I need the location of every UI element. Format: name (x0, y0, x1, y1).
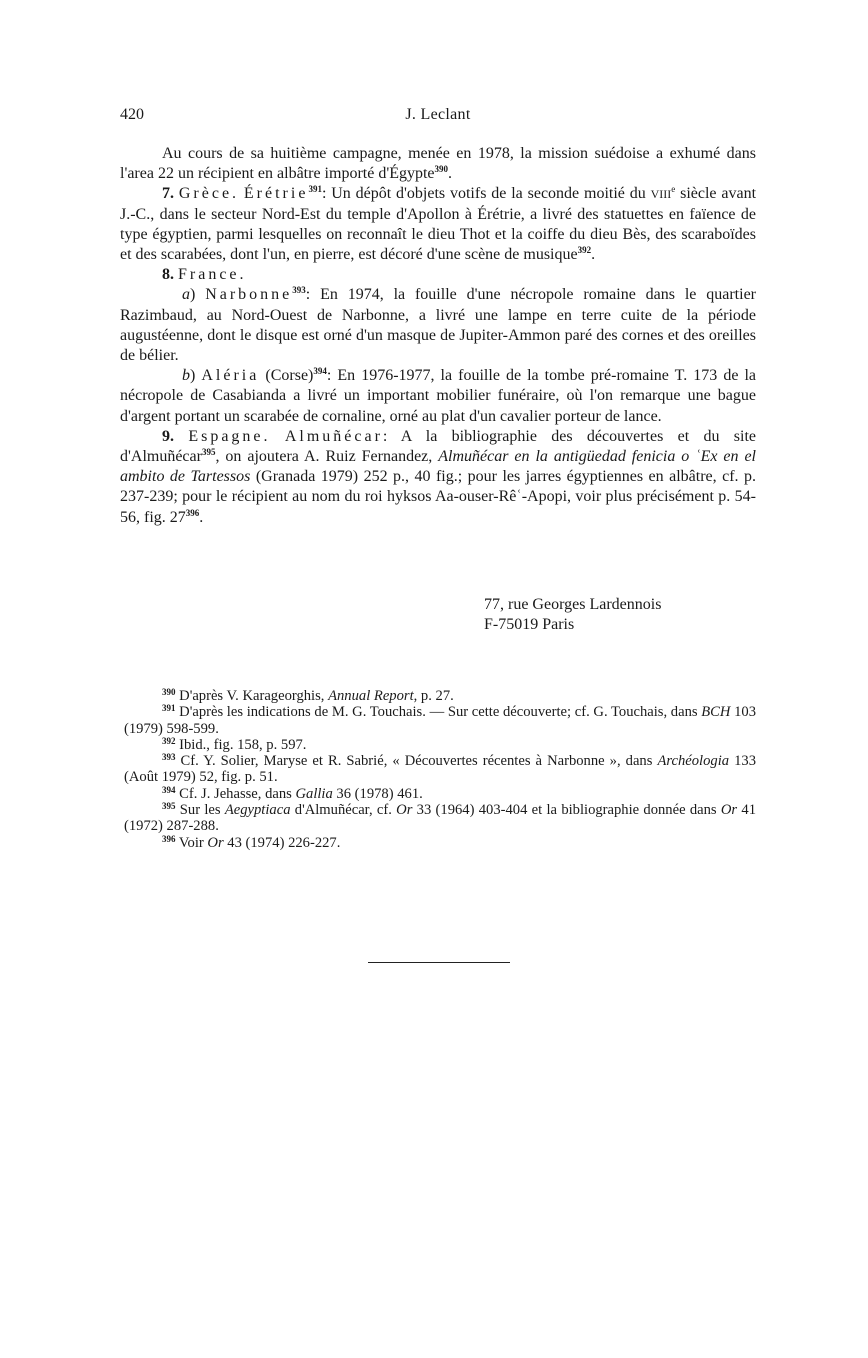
author-address (484, 595, 661, 635)
footnote-ref: 395 (201, 447, 216, 458)
footnote-ref: 394 (313, 366, 327, 377)
roman-century: VIII (650, 187, 672, 202)
site-name: Narbonne (205, 286, 293, 304)
footnotes (124, 688, 756, 851)
footnote-395: $^{395}$ Sur les Aegyptiaca d'Almuñécar, cf. Or 33 (1964) 403-404 et la bibliographie donnée dans Or 41 (1972) 287-288. (124, 801, 756, 835)
site-name: Érétrie (243, 185, 309, 203)
page-number: 420 (120, 106, 144, 123)
paragraph-france-heading (120, 265, 756, 285)
footnote-ref: 393 (292, 285, 306, 296)
section-number: 8. (162, 266, 174, 284)
footnote-392: $^{392}$ Ibid., fig. 158, p. 597. (162, 735, 307, 753)
footnote-ref: 390 (434, 164, 449, 175)
book-title: Almuñécar en la antigüedad fenicia o ʿEx en el ambito de Tartessos (120, 448, 756, 486)
footnote-ref: 391 (308, 184, 322, 195)
footnote-ref: 392 (577, 245, 592, 256)
paragraph-spain: 9. Espagne. Almuñécar: A la bibliographie des découvertes et du site d'Almuñécar$^{395}$, on ajoutera A. Ruiz Fernandez, Almuñécar en la antigüedad fenicia o ʿEx en el ambito de Tartessos (Granada 1979) 252 p., 40 fig.; pour les jarres égyptiennes en albâtre, cf. p. 237-239; pour le récipient au nom du roi hyksos Aa-ouser-Rêʿ-Apopi, voir plus précisément p. 54-56, fig. $27^{396}$. (120, 427, 756, 526)
country-heading: Espagne. (188, 427, 271, 445)
address-city: F-75019 Paris (484, 616, 575, 633)
paragraph-intro: Au cours de sa huitième campagne, menée en 1978, la mission suédoise a exhumé dans l'area 22 un récipient en albâtre importé d'Égypte$^{390}$. (120, 145, 756, 183)
footnote-391: $^{391}$ D'après les indications de M. G. Touchais. — Sur cette découverte; cf. G. Touchais, dans BCH 103 (1979) 598-599. (124, 703, 756, 737)
section-number: 9. (162, 427, 174, 445)
section-number: 7. (162, 185, 174, 203)
footnote-393: $^{393}$ Cf. Y. Solier, Maryse et R. Sabrié, « Découvertes récentes à Narbonne », dans Archéologia 133 (Août 1979) 52, fig. p. 51. (124, 752, 756, 786)
address-street: 77, rue Georges Lardennois (484, 596, 662, 613)
author-header: J. Leclant (405, 106, 471, 123)
paragraph-aleria: b) Aléria (Corse)$^{394}$: En 1976-1977, la fouille de la tombe pré-romaine T. 173 de la nécropole de Casabianda a livré un important mobilier funéraire, où l'on remarque une bague d'argent portant un scarabée de cornaline, orné au plat d'un cavalier porteur de lance. (120, 366, 757, 425)
footnote-390: $^{390}$ D'après V. Karageorghis, Annual Report, p. 27. (162, 687, 454, 704)
running-head (120, 106, 756, 134)
country-heading: Grèce. (178, 185, 240, 203)
footnote-394: $^{394}$ Cf. J. Jehasse, dans Gallia 36 (1978) 461. (162, 784, 423, 802)
site-name: Almuñécar (284, 427, 383, 445)
main-text (120, 144, 756, 528)
country-heading: France. (178, 266, 247, 284)
paragraph-greece: 7. Grèce. Érétrie$^{391}$: Un dépôt d'objets votifs de la seconde moitié du VIIIe siècle avant J.-C., dans le secteur Nord-Est du temple d'Apollon à Érétrie, a livré des statuettes en faïence de type égyptien, parmi lesquelles on reconnaît le dieu Thot et la coiffe du dieu Bès, des scaraboïdes et des scarabées, dont l'un, en pierre, est décoré d'une scène de musique$^{392}$. (120, 184, 757, 264)
site-name: Aléria (201, 367, 260, 385)
paragraph-narbonne: a) Narbonne$^{393}$: En 1974, la fouille d'une nécropole romaine dans le quartier Razimbaud, au Nord-Ouest de Narbonne, a livré une lampe en terre cuite de la période augustéenne, dont le disque est orné d'un masque de Jupiter-Ammon paré des cornes et des oreilles de bélier. (120, 285, 757, 365)
footnote-396: $^{396}$ Voir Or 43 (1974) 226-227. (162, 833, 341, 851)
end-rule (368, 962, 510, 963)
footnote-ref: 396 (185, 507, 200, 518)
